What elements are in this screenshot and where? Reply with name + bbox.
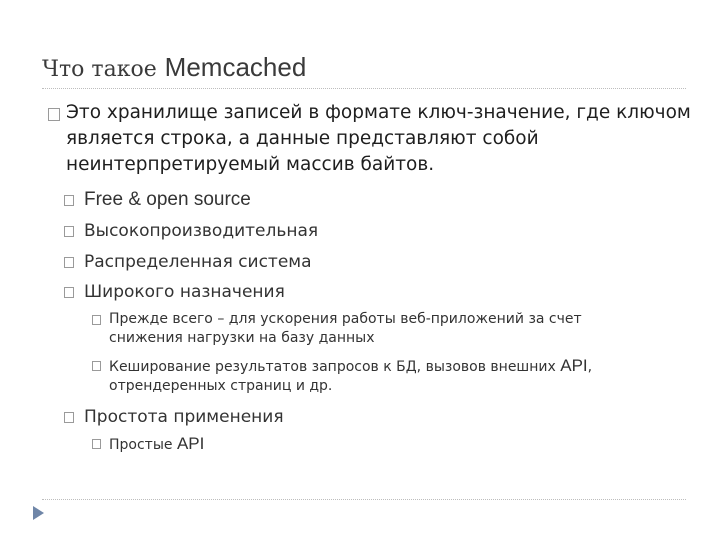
bullet-high-performance: [64, 219, 684, 243]
bullet-caching-line2: отрендеренных страниц и др.: [109, 378, 333, 394]
bullet-web-apps-line1: Прежде всего – для ускорения работы веб-приложений за счет: [109, 311, 582, 327]
square-bullet-icon: [48, 108, 60, 121]
footer-divider: [42, 499, 686, 500]
square-bullet-icon: [92, 315, 101, 325]
slide-title-en: Memcached: [164, 52, 307, 82]
bullet-web-apps: [92, 310, 709, 348]
bullet-free-open-source-text: Free & open source: [84, 189, 251, 210]
bullet-simple-api-api: API: [176, 434, 205, 453]
square-bullet-icon: [64, 257, 74, 268]
square-bullet-icon: [64, 195, 74, 206]
square-bullet-icon: [64, 287, 74, 298]
bullet-simple-api-prefix: Простые: [109, 437, 177, 453]
bullet-simplicity: [64, 405, 684, 429]
square-bullet-icon: [92, 361, 101, 371]
bullet-simplicity-text: Простота применения: [84, 407, 284, 427]
bullet-main-text: Это хранилище записей в формате ключ-значение, где ключом является строка, а данные представляют собой неинтерпретируемый массив байтов.: [66, 102, 691, 175]
bullet-caching-api: API: [560, 356, 588, 375]
slide-title: [42, 50, 306, 87]
bullet-caching: [92, 356, 709, 396]
bullet-caching-line1: Кеширование результатов запросов к БД, вызовов внешних: [109, 359, 561, 375]
bullet-distributed: [64, 250, 684, 274]
bullet-high-performance-text: Высокопроизводительная: [84, 221, 319, 241]
square-bullet-icon: [64, 412, 74, 423]
slide-title-ru: Что такое: [42, 57, 157, 82]
bullet-caching-comma: ,: [587, 359, 593, 375]
square-bullet-icon: [64, 226, 74, 237]
play-arrow-icon[interactable]: [33, 506, 44, 520]
title-divider: [42, 88, 686, 89]
bullet-general-purpose: [64, 280, 684, 304]
bullet-web-apps-line2: снижения нагрузки на базу данных: [109, 330, 375, 346]
bullet-distributed-text: Распределенная система: [84, 252, 312, 272]
bullet-main: [48, 100, 706, 178]
bullet-free-open-source: [64, 188, 684, 212]
bullet-simple-api: [92, 434, 709, 455]
square-bullet-icon: [92, 439, 101, 449]
bullet-general-purpose-text: Широкого назначения: [84, 282, 285, 302]
